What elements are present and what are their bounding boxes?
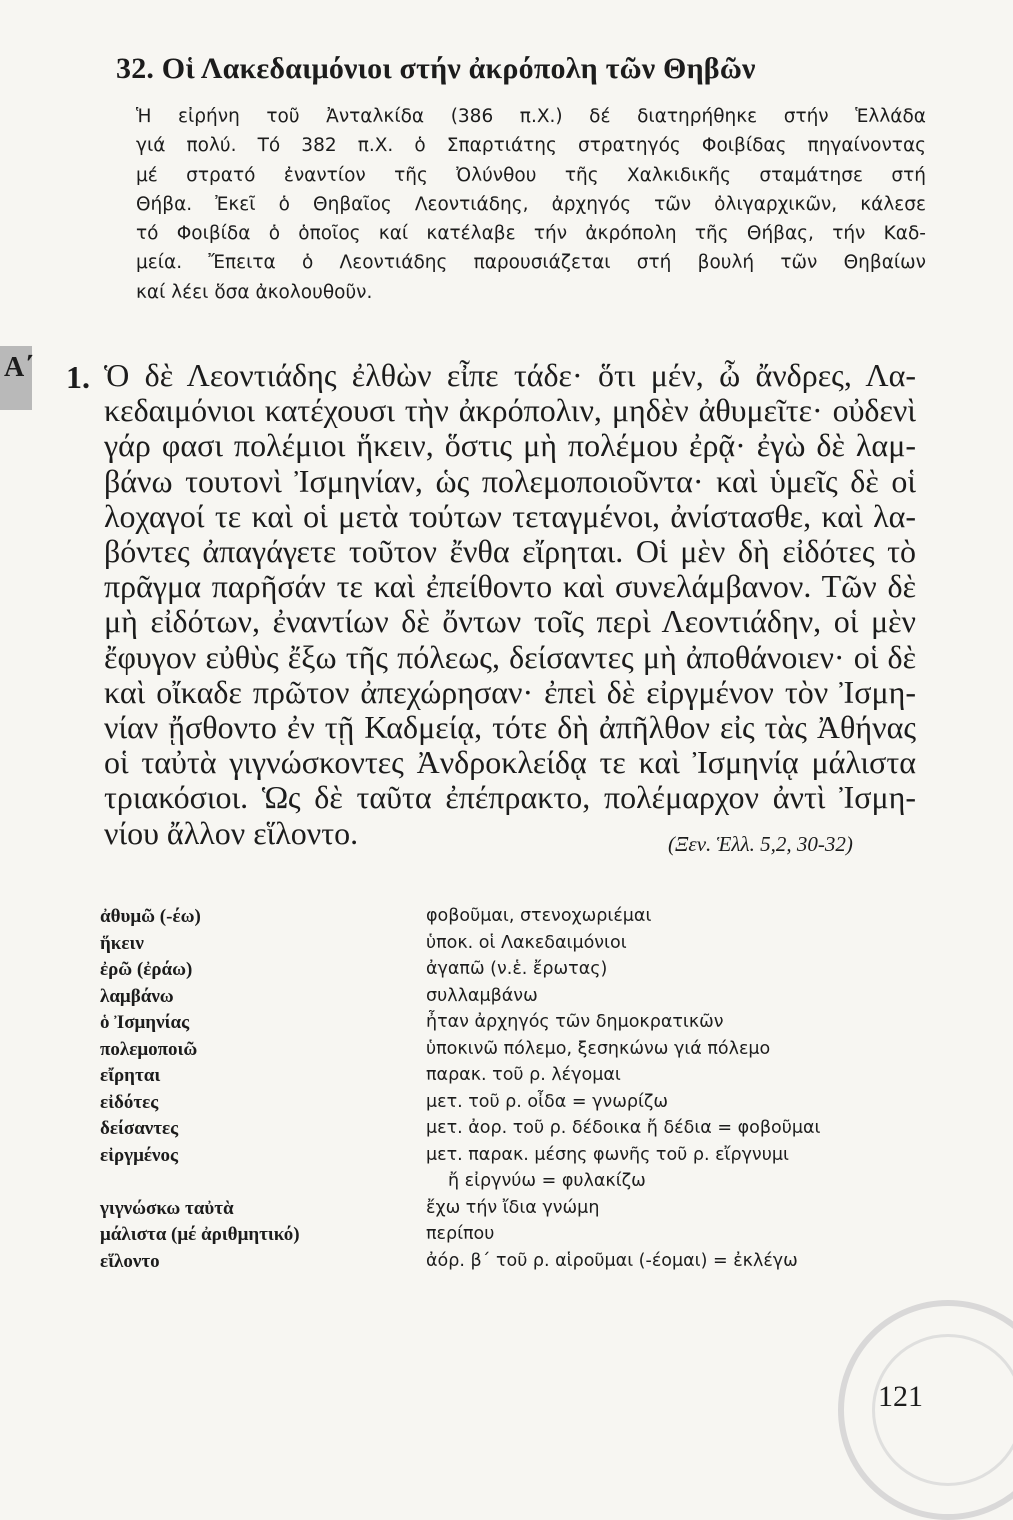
section-label: Α΄ (4, 352, 34, 383)
passage-line: βάνω τουτονὶ Ἰσμηνίαν, ὡς πολεμοποιοῦντα· καὶ ὑμεῖς δὲ οἱ (104, 462, 916, 499)
glossary-definition: συλλαμβάνω (426, 985, 538, 1006)
passage-line: γάρ φασι πολέμιοι ἥκειν, ὅστις μὴ πολέμου ἐρᾷ· ἐγὼ δὲ λαμ- (104, 427, 916, 464)
source-citation: (Ξεν. Ἑλλ. 5,2, 30-32) (668, 832, 853, 856)
glossary-definition: ἀόρ. β΄ τοῦ ρ. αἱροῦμαι (-έομαι) = ἐκλέγω (426, 1250, 798, 1271)
glossary-term: εἵλοντο (100, 1250, 160, 1272)
glossary (100, 906, 940, 1277)
intro-paragraph (136, 102, 926, 307)
glossary-row (100, 1092, 940, 1119)
passage-line: βόντες ἀπαγάγετε τοῦτον ἔνθα εἴρηται. Οἱ μὲν δὴ εἰδότες τὸ (104, 533, 916, 570)
glossary-row (100, 1118, 940, 1145)
glossary-term: πολεμοποιῶ (100, 1038, 198, 1060)
glossary-row (100, 1171, 940, 1198)
glossary-definition: ἦταν ἀρχηγός τῶν δημοκρατικῶν (426, 1012, 724, 1032)
glossary-definition: ἤ εἰργνύω = φυλακίζω (448, 1171, 646, 1191)
glossary-row (100, 1224, 940, 1251)
intro-line: μεία. Ἔπειτα ὁ Λεοντιάδης παρουσιάζεται στή βουλή τῶν Θηβαίων (136, 252, 926, 274)
glossary-term: δείσαντες (100, 1118, 179, 1139)
passage-line: νίου ἄλλον εἵλοντο. (104, 814, 359, 851)
passage-number: 1. (66, 359, 90, 395)
glossary-row (100, 1012, 940, 1039)
glossary-row (100, 1065, 940, 1092)
passage-line: λοχαγοί τε καὶ οἱ μετὰ τούτων τεταγμένοι, ἀνίστασθε, καὶ λα- (104, 497, 916, 534)
ancient-greek-passage (104, 358, 916, 851)
intro-line: καί λέει ὅσα ἀκολουθοῦν. (136, 281, 373, 303)
glossary-definition: περίπου (426, 1224, 495, 1244)
glossary-row (100, 1198, 940, 1225)
glossary-definition: μετ. ἀορ. τοῦ ρ. δέδοικα ἤ δέδια = φοβοῦμαι (426, 1118, 821, 1138)
passage-line: πρᾶγμα παρῆσάν τε καὶ ἐπείθοντο καὶ συνελάμβανον. Τῶν δὲ (104, 568, 916, 605)
glossary-row (100, 1039, 940, 1066)
glossary-row (100, 933, 940, 960)
glossary-definition: ἔχω τήν ἴδια γνώμη (426, 1197, 600, 1218)
intro-line: Ἡ εἰρήνη τοῦ Ἀνταλκίδα (386 π.Χ.) δέ διατηρήθηκε στήν Ἑλλάδα (136, 106, 926, 127)
glossary-term: ἐρῶ (ἐράω) (100, 959, 193, 980)
glossary-definition: ὑποκ. οἱ Λακεδαιμόνιοι (426, 932, 627, 953)
glossary-row (100, 986, 940, 1013)
glossary-row (100, 1145, 940, 1172)
glossary-term: εἰδότες (100, 1091, 159, 1113)
passage-line: κεδαιμόνιοι κατέχουσι τὴν ἀκρόπολιν, μηδὲν ἀθυμεῖτε· οὐδενὶ (104, 392, 916, 429)
glossary-term: γιγνώσκω ταὐτὰ (100, 1197, 234, 1219)
glossary-row (100, 959, 940, 986)
glossary-definition: μετ. παρακ. μέσης φωνῆς τοῦ ρ. εἴργνυμι (426, 1144, 789, 1165)
intro-line: Θήβα. Ἐκεῖ ὁ Θηβαῖος Λεοντιάδης, ἀρχηγός τῶν ὀλιγαρχικῶν, κάλεσε (136, 193, 926, 215)
glossary-definition: παρακ. τοῦ ρ. λέγομαι (426, 1065, 621, 1085)
glossary-term: εἰργμένος (100, 1144, 178, 1166)
glossary-definition: ἀγαπῶ (ν.ἑ. ἔρωτας) (426, 959, 608, 979)
glossary-row (100, 1251, 940, 1278)
passage-line: μὴ εἰδότων, ἐναντίων δὲ ὄντων τοῖς περὶ Λεοντιάδην, οἱ μὲν (104, 603, 916, 640)
intro-line: μέ στρατό ἐναντίον τῆς Ὀλύνθου τῆς Χαλκιδικῆς σταμάτησε στή (136, 164, 926, 186)
glossary-term: λαμβάνω (100, 985, 174, 1007)
glossary-term: μάλιστα (μέ ἀριθμητικό) (100, 1224, 300, 1245)
glossary-row (100, 906, 940, 933)
passage-line: οἱ ταὐτὰ γιγνώσκοντες Ἀνδροκλείδᾳ τε καὶ Ἰσμηνίᾳ μάλιστα (104, 744, 916, 781)
passage-line: καὶ οἴκαδε πρῶτον ἀπεχώρησαν· ἐπεὶ δὲ εἰργμένον τὸν Ἰσμη- (104, 673, 916, 710)
glossary-term: ἥκειν (100, 932, 144, 954)
passage-line: ἔφυγον εὐθὺς ἔξω τῆς πόλεως, δείσαντες μὴ ἀποθάνοιεν· οἱ δὲ (104, 638, 916, 675)
glossary-term: ἀθυμῶ (-έω) (100, 906, 201, 927)
glossary-definition: φοβοῦμαι, στενοχωριέμαι (426, 906, 652, 926)
passage-line: Ὁ δὲ Λεοντιάδης ἐλθὼν εἶπε τάδε· ὅτι μέν, ὦ ἄνδρες, Λα- (104, 357, 916, 393)
glossary-definition: ὑποκινῶ πόλεμο, ξεσηκώνω γιά πόλεμο (426, 1038, 771, 1059)
intro-line: γιά πολύ. Τό 382 π.Χ. ὁ Σπαρτιάτης στρατηγός Φοιβίδας πηγαίνοντας (136, 135, 926, 157)
glossary-definition: μετ. τοῦ ρ. οἶδα = γνωρίζω (426, 1091, 669, 1112)
lesson-title: 32. Οἱ Λακεδαιμόνιοι στήν ἀκρόπολη τῶν Θηβῶν (116, 52, 756, 85)
page-number: 121 (878, 1380, 923, 1413)
glossary-term: εἴρηται (100, 1065, 161, 1086)
passage-line: τριακόσιοι. Ὡς δὲ ταῦτα ἐπέπρακτο, πολέμαρχον ἀντὶ Ἰσμη- (104, 779, 916, 816)
glossary-term: ὁ Ἰσμηνίας (100, 1012, 190, 1033)
passage-line: νίαν ᾔσθοντο ἐν τῇ Καδμείᾳ, τότε δὴ ἀπῆλθον εἰς τὰς Ἀθήνας (104, 709, 916, 746)
intro-line: τό Φοιβίδα ὁ ὁποῖος καί κατέλαβε τήν ἀκρόπολη τῆς Θήβας, τήν Καδ- (136, 223, 926, 245)
